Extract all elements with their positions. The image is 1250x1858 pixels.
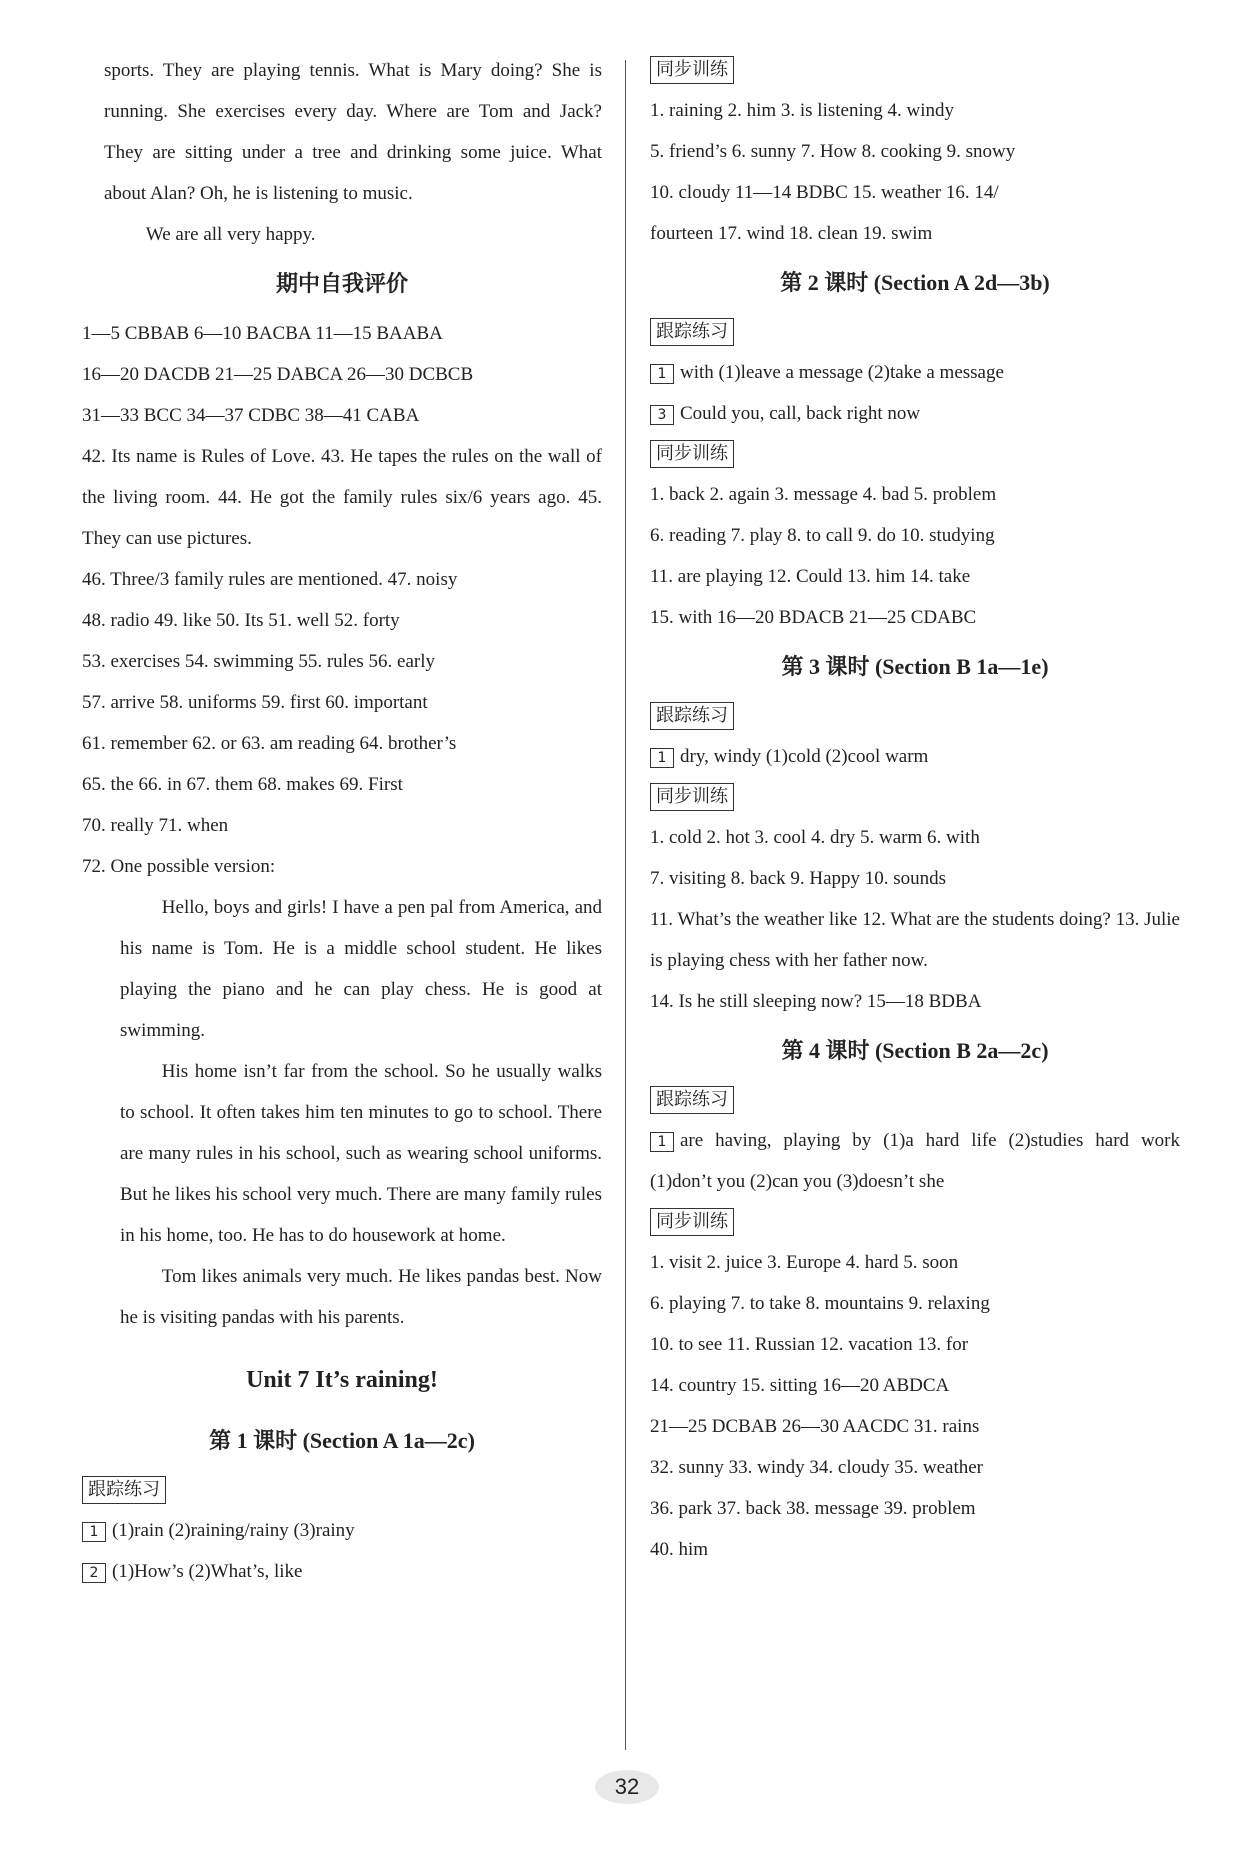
answer-line: 5. friend’s 6. sunny 7. How 8. cooking 9. snowy — [650, 141, 1016, 162]
answer-line: 1. cold 2. hot 3. cool 4. dry 5. warm 6. with — [650, 827, 980, 848]
paragraph: We are all very happy. — [145, 224, 316, 245]
page-number: 32 — [595, 1770, 659, 1804]
answer-line: 32. sunny 33. windy 34. cloudy 35. weather — [650, 1457, 983, 1478]
unit-title: Unit 7 It’s raining! — [246, 1367, 438, 1393]
left-column — [82, 50, 602, 1592]
answer-line: 36. park 37. back 38. message 39. problem — [650, 1498, 976, 1519]
section-box-label: 同步训练 — [650, 783, 734, 811]
answer-line: 10. to see 11. Russian 12. vacation 13. for — [650, 1334, 969, 1355]
answer-text: are having, playing by (1)a hard life (2)studies hard work (1)don’t you (2)can you (3)doesn’t she — [650, 1130, 1180, 1192]
right-column — [650, 50, 1180, 1570]
lesson-title: 第 1 课时 (Section A 1a—2c) — [209, 1428, 475, 1453]
answer-text: (1)How’s (2)What’s, like — [112, 1561, 303, 1582]
section-box-label: 跟踪练习 — [82, 1476, 166, 1504]
answer-line: 1—5 CBBAB 6—10 BACBA 11—15 BAABA — [82, 323, 443, 344]
column-divider — [625, 60, 626, 1750]
answer-line: 15. with 16—20 BDACB 21—25 CDABC — [650, 607, 977, 628]
answer-text: (1)rain (2)raining/rainy (3)rainy — [112, 1520, 355, 1541]
answer-text: Could you, call, back right now — [680, 403, 921, 424]
essay-paragraph: Tom likes animals very much. He likes pandas best. Now he is visiting pandas with his parents. — [120, 1266, 602, 1328]
paragraph: sports. They are playing tennis. What is Mary doing? She is running. She exercises every day. Where are Tom and Jack? They are sitting under a tree and drinking some juice. What about Alan? Oh, he is listening to music. — [104, 60, 602, 204]
answer-line: 53. exercises 54. swimming 55. rules 56. early — [82, 651, 436, 672]
answer-list — [82, 313, 602, 887]
answer-line: 46. Three/3 family rules are mentioned. 47. noisy — [82, 569, 458, 590]
answer-line: 21—25 DCBAB 26—30 AACDC 31. rains — [650, 1416, 980, 1437]
answer-line — [650, 352, 1180, 393]
essay — [82, 887, 602, 1338]
answer-line: 48. radio 49. like 50. Its 51. well 52. forty — [82, 610, 400, 631]
answer-line: 61. remember 62. or 63. am reading 64. brother’s — [82, 733, 457, 754]
lesson-title: 第 2 课时 (Section A 2d—3b) — [780, 270, 1050, 295]
item-number-box: 1 — [82, 1522, 106, 1542]
answer-line: 72. One possible version: — [82, 856, 276, 877]
answer-line — [650, 1120, 1180, 1202]
lesson-title: 第 3 课时 (Section B 1a—1e) — [781, 654, 1049, 679]
answer-line: 10. cloudy 11—14 BDBC 15. weather 16. 14/ — [650, 182, 999, 203]
answer-line: 70. really 71. when — [82, 815, 229, 836]
answer-line — [650, 393, 1180, 434]
answer-line: 6. reading 7. play 8. to call 9. do 10. studying — [650, 525, 995, 546]
answer-text: dry, windy (1)cold (2)cool warm — [680, 746, 929, 767]
answer-line: 1. visit 2. juice 3. Europe 4. hard 5. soon — [650, 1252, 959, 1273]
section-title: 期中自我评价 — [275, 271, 408, 296]
answer-line: 7. visiting 8. back 9. Happy 10. sounds — [650, 868, 947, 889]
answer-line: 6. playing 7. to take 8. mountains 9. relaxing — [650, 1293, 990, 1314]
answer-line: 65. the 66. in 67. them 68. makes 69. First — [82, 774, 403, 795]
answer-line: 11. What’s the weather like 12. What are the students doing? 13. Julie is playing chess with her father now. — [650, 909, 1180, 971]
answer-line: 31—33 BCC 34—37 CDBC 38—41 CABA — [82, 405, 420, 426]
item-number-box: 3 — [650, 405, 674, 425]
item-number-box: 2 — [82, 1563, 106, 1583]
item-number-box: 1 — [650, 364, 674, 384]
answer-line: 1. raining 2. him 3. is listening 4. windy — [650, 100, 954, 121]
answer-line: 57. arrive 58. uniforms 59. first 60. important — [82, 692, 428, 713]
section-box-label: 跟踪练习 — [650, 318, 734, 346]
answer-line: 14. country 15. sitting 16—20 ABDCA — [650, 1375, 950, 1396]
item-number-box: 1 — [650, 1132, 674, 1152]
essay-paragraph: His home isn’t far from the school. So he usually walks to school. It often takes him ten minutes to go to school. There are many rules in his school, such as wearing school uniforms. But he likes his school very much. There are many family rules in his home, too. He has to do housework at home. — [120, 1061, 602, 1246]
answer-line: 16—20 DACDB 21—25 DABCA 26—30 DCBCB — [82, 364, 474, 385]
answer-line: 1. back 2. again 3. message 4. bad 5. problem — [650, 484, 997, 505]
section-box-label: 同步训练 — [650, 440, 734, 468]
essay-paragraph: Hello, boys and girls! I have a pen pal from America, and his name is Tom. He is a middle school student. He likes playing the piano and he can play chess. He is good at swimming. — [120, 897, 602, 1041]
section-box-label: 跟踪练习 — [650, 1086, 734, 1114]
answer-line: fourteen 17. wind 18. clean 19. swim — [650, 223, 933, 244]
section-box-label: 跟踪练习 — [650, 702, 734, 730]
answer-line: 40. him — [650, 1539, 709, 1560]
section-box-label: 同步训练 — [650, 56, 734, 84]
answer-line: 11. are playing 12. Could 13. him 14. take — [650, 566, 971, 587]
lesson-title: 第 4 课时 (Section B 2a—2c) — [781, 1038, 1049, 1063]
answer-line — [82, 1551, 602, 1592]
answer-text: with (1)leave a message (2)take a message — [680, 362, 1004, 383]
answer-line — [82, 1510, 602, 1551]
answer-line: 42. Its name is Rules of Love. 43. He tapes the rules on the wall of the living room. 44. He got the family rules six/6 years ago. 45. They can use pictures. — [82, 446, 602, 549]
item-number-box: 1 — [650, 748, 674, 768]
section-box-label: 同步训练 — [650, 1208, 734, 1236]
answer-line — [650, 736, 1180, 777]
answer-line: 14. Is he still sleeping now? 15—18 BDBA — [650, 991, 982, 1012]
